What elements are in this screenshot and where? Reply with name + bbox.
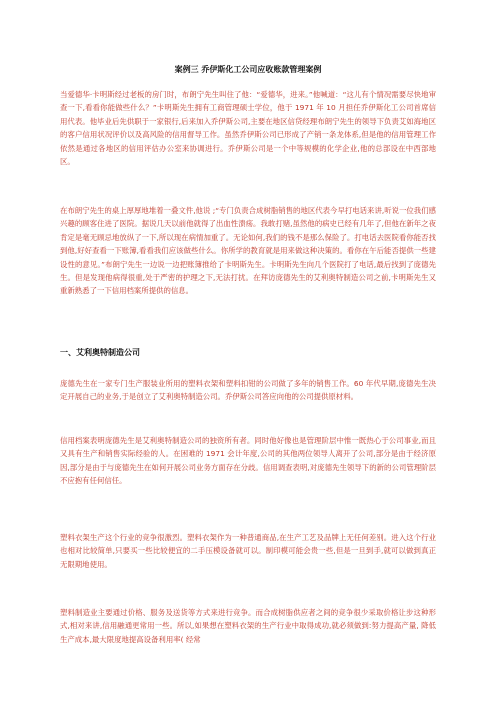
intro-paragraph-2: 在布朗宁先生的桌上厚厚地堆着一叠文件,他说 ;“专门负责合成树脂销售的地区代表今早打电话来讲,听说一位我们感兴趣的顾客住进了医院。据说几天以前他就得了出血性溃疡。我敢打赌,虽然他的病史已经有几年了,但他在新年之夜肯定是毫无顾忌地放纵了一下,所以现在病情加重了。无论如何,我们的钱不是那么保险了。打电话去医院看你能否找到他,好好查看一下账簿,看看我们应该做些什么。你所学的教育就是用来做这种决策的。看你在午后能否提供一些建设性的意见。”布朗宁先生一边说一边把账簿推给了卡明斯先生。卡明斯先生向几个医院打了电话,最后找到了庞德先生。但是发现他病得很重,处于严密的护理之下,无法打扰。在拜访庞德先生的艾利奥特制造公司之前,卡明斯先生又重新熟悉了一下信用档案所提供的信息。 [60,206,436,296]
section-paragraph-3: 塑料衣架生产这个行业的竞争很激烈。塑料衣架作为一种普通商品,在生产工艺及品牌上无任何差别。进入这个行业也相对比较简单,只要买一些比较便宜的二手压模设备就可以。制印模可能会贵一些,但是一旦到手,就可以做到真正无限期地使用。 [60,533,436,569]
intro-paragraph-1: 当爱德华·卡明斯经过老板的房门时，布朗宁先生叫住了他：“爱德华，进来。”他喊道：“这儿有个情况需要尽快地审查一下,看看你能做些什么？”卡明斯先生拥有工商管理硕士学位，他于 1971 年 10 月担任乔伊斯化工公司首席信用代表。他毕业后先供职于一家银行,后来加入乔伊斯公司,主要在地区信贷经理布朗宁先生的领导下负责艾如海地区的客户信用状况评价以及高风险的信用督导工作。虽然乔伊斯公司已形成了产销一条龙体系,但是他的信用管理工作依然是通过各地区的信用评估办公室来协调进行。乔伊斯公司是一个中等规模的化学企业,他的总部设在中西部地区。 [60,90,436,167]
section-paragraph-2: 信用档案表明庞德先生是艾利奥特制造公司的独资所有者。同时他好像也是管理阶层中惟一既热心于公司事业,而且又具有生产和销售实际经验的人。在困难的 1971 会计年度,公司的其他两位领导人离开了公司,部分是由于经济原因,部分是由于与庞德先生在如何开展公司业务方面存在分歧。信用调查表明,对庞德先生领导下的新的公司管理阶层不应抱有任何信任。 [60,436,436,486]
section-paragraph-4: 塑料制造业主要通过价格、服务及送货等方式来进行竞争。而合成树脂供应者之间的竞争很少采取价格让步这种形式,相对来讲,信用融通更常用一些。所以,如果想在塑料衣架的生产行业中取得成功,就必须做到:努力提高产量, 降低生产成本,最大限度地提高设备利用率( 经常 [60,608,436,644]
document-title: 案例三 乔伊斯化工公司应收账款管理案例 [174,65,322,74]
section-paragraph-1: 庞德先生在一家专门生产服装业所用的塑料衣架和塑料扣钳的公司做了多年的销售工作。60 年代早期,庞德先生决定开展自己的业务,于是创立了艾利奥特制造公司。乔伊斯公司答应向他的公司提供原材料。 [60,379,436,402]
section-heading: 一、艾利奥特制造公司 [60,348,140,357]
